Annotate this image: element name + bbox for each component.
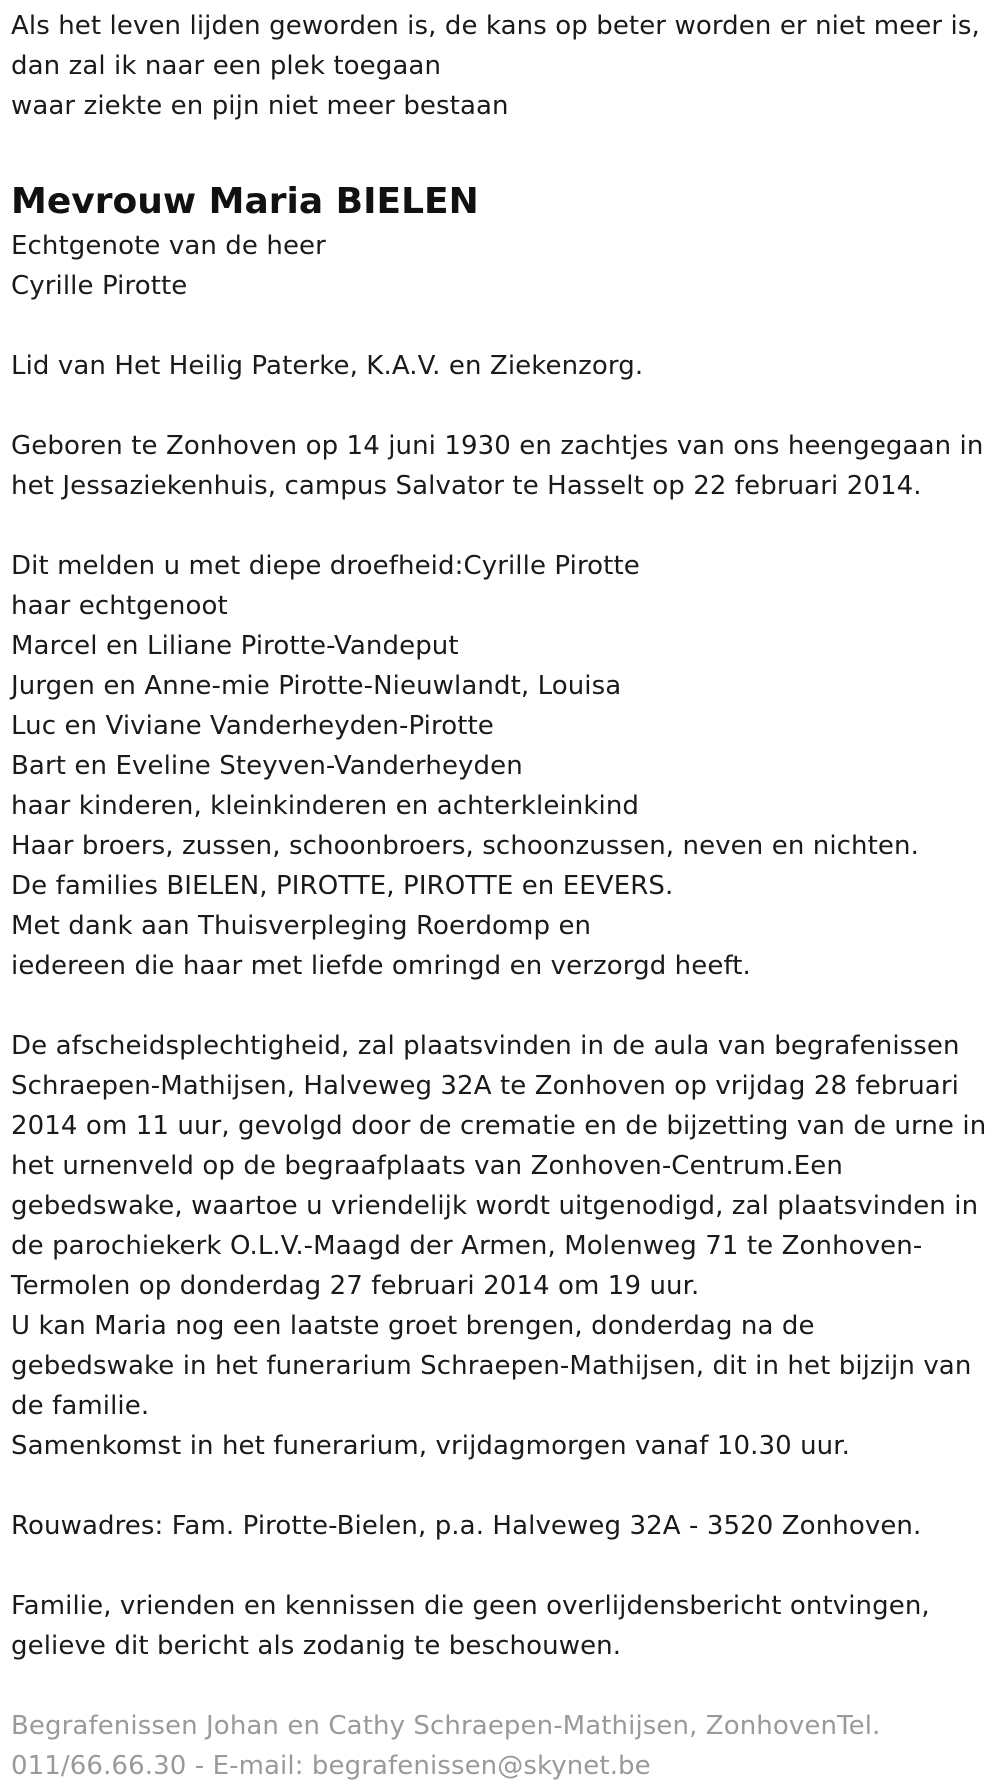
spacer [11,1666,1000,1706]
notice-line: Familie, vrienden en kennissen die geen overlijdensbericht ontvingen, [11,1591,930,1621]
ceremony-line: Samenkomst in het funerarium, vrijdagmorgen vanaf 10.30 uur. [11,1431,851,1461]
ceremony-line: 2014 om 11 uur, gevolgd door de crematie en de bijzetting van de urne in [11,1111,987,1141]
mourner-line: iedereen die haar met liefde omringd en verzorgd heeft. [11,951,751,981]
mourner-line: Haar broers, zussen, schoonbroers, schoonzussen, neven en nichten. [11,831,919,861]
mourner-line: Marcel en Liliane Pirotte-Vandeput [11,631,459,661]
verse-line: dan zal ik naar een plek toegaan [11,51,442,81]
mourner-line: Met dank aan Thuisverpleging Roerdomp en [11,911,592,941]
ceremony-line: gebedswake, waartoe u vriendelijk wordt uitgenodigd, zal plaatsvinden in [11,1191,979,1221]
birth-death-line: Geboren te Zonhoven op 14 juni 1930 en zachtjes van ons heengegaan in [11,431,984,461]
ceremony-line: de familie. [11,1391,150,1421]
mourner-line: Bart en Eveline Steyven-Vanderheyden [11,751,523,781]
spouse-name: Cyrille Pirotte [11,271,188,301]
deceased-name: Mevrouw Maria BIELEN [11,181,479,222]
ceremony-line: Schraepen-Mathijsen, Halveweg 32A te Zonhoven op vrijdag 28 februari [11,1071,959,1101]
spouse-line: Echtgenote van de heer [11,231,326,261]
mourners-list [11,546,1000,986]
mourner-line: Dit melden u met diepe droefheid:Cyrille Pirotte [11,551,640,581]
mourner-line: Luc en Viviane Vanderheyden-Pirotte [11,711,494,741]
spacer [11,506,1000,546]
ceremony-line: de parochiekerk O.L.V.-Maagd der Armen, Molenweg 71 te Zonhoven- [11,1231,923,1261]
spacer [11,306,1000,346]
notice-paragraph [11,1586,1000,1666]
ceremony-line: gebedswake in het funerarium Schraepen-Mathijsen, dit in het bijzijn van [11,1351,972,1381]
funeral-home-contact: 011/66.66.30 - E-mail: begrafenissen@skynet.be [11,1751,651,1781]
birth-death-paragraph [11,426,1000,506]
mourner-line: De families BIELEN, PIROTTE, PIROTTE en EEVERS. [11,871,674,901]
spacer [11,986,1000,1026]
membership-line: Lid van Het Heilig Paterke, K.A.V. en Ziekenzorg. [11,351,644,381]
spacer [11,386,1000,426]
ceremony-line: het urnenveld op de begraafplaats van Zonhoven-Centrum.Een [11,1151,843,1181]
birth-death-line: het Jessaziekenhuis, campus Salvator te Hasselt op 22 februari 2014. [11,471,922,501]
spacer [11,1546,1000,1586]
spacer [11,1466,1000,1506]
ceremony-line: U kan Maria nog een laatste groet brengen, donderdag na de [11,1311,815,1341]
mourning-address: Rouwadres: Fam. Pirotte-Bielen, p.a. Halveweg 32A - 3520 Zonhoven. [11,1511,922,1541]
mourner-line: haar kinderen, kleinkinderen en achterkleinkind [11,791,640,821]
mourner-line: haar echtgenoot [11,591,228,621]
opening-verse [11,6,1000,126]
ceremony-paragraph [11,1026,1000,1466]
verse-line: Als het leven lijden geworden is, de kans op beter worden er niet meer is, [11,11,980,41]
mourner-line: Jurgen en Anne-mie Pirotte-Nieuwlandt, Louisa [11,671,622,701]
funeral-home-footer [11,1706,1000,1786]
notice-line: gelieve dit bericht als zodanig te beschouwen. [11,1631,622,1661]
funeral-home-line: Begrafenissen Johan en Cathy Schraepen-Mathijsen, ZonhovenTel. [11,1711,881,1741]
ceremony-line: Termolen op donderdag 27 februari 2014 om 19 uur. [11,1271,700,1301]
verse-line: waar ziekte en pijn niet meer bestaan [11,91,509,121]
ceremony-line: De afscheidsplechtigheid, zal plaatsvinden in de aula van begrafenissen [11,1031,960,1061]
